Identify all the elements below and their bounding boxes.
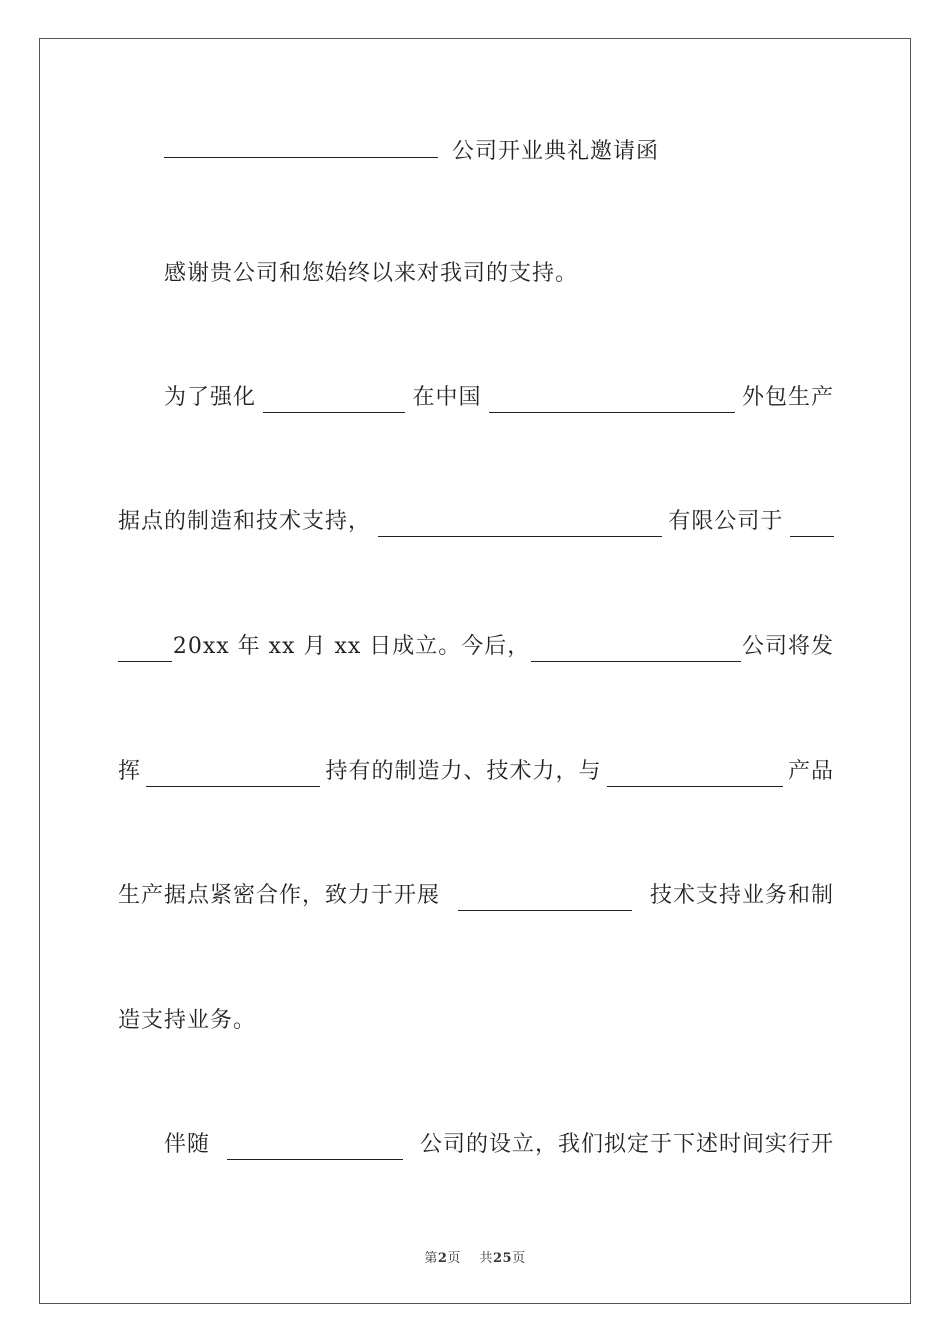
- document-title: [164, 135, 880, 167]
- page-border: [39, 38, 911, 1304]
- page-footer: [0, 1247, 950, 1266]
- paragraph-line: [164, 383, 834, 413]
- page-label: 第: [424, 1251, 438, 1266]
- fill-blank: [227, 1137, 403, 1160]
- paragraph-line: [118, 757, 834, 787]
- total-pages: 25: [493, 1251, 513, 1266]
- fill-blank: [263, 390, 405, 413]
- title-text: 公司开业典礼邀请函: [452, 139, 660, 164]
- fill-blank: [458, 888, 632, 911]
- fill-blank: [607, 764, 783, 787]
- paragraph-line: [118, 1006, 834, 1036]
- text-segment: 挥: [118, 759, 142, 784]
- page-unit: 页: [447, 1251, 461, 1266]
- text-segment: 伴随: [164, 1132, 211, 1157]
- text-segment: 技术支持业务和制: [649, 883, 834, 908]
- text-segment: 生产据点紧密合作，致力于开展: [118, 883, 441, 908]
- fill-blank: [790, 514, 834, 537]
- fill-blank: [378, 514, 662, 537]
- text-segment: 有限公司于: [668, 509, 784, 534]
- fill-blank: [118, 639, 172, 662]
- page-number: 2: [437, 1251, 448, 1266]
- text-segment: 为了强化: [164, 385, 257, 410]
- text-segment: 产品: [787, 759, 834, 784]
- text-segment: 在中国: [412, 385, 482, 410]
- paragraph-thanks: [164, 259, 880, 289]
- fill-blank: [489, 390, 735, 413]
- text-segment: 外包生产: [741, 385, 834, 410]
- total-unit: 页: [512, 1251, 526, 1266]
- paragraph-line: [118, 632, 834, 662]
- total-label: 共: [479, 1251, 493, 1266]
- text-segment: 20xx 年 xx 月 xx 日成立。今后，: [172, 634, 531, 659]
- paragraph-line: [118, 507, 834, 537]
- title-blank: [164, 135, 438, 158]
- text-segment: 公司将发: [741, 634, 834, 659]
- paragraph-line: [118, 881, 834, 911]
- paragraph-line: [164, 1130, 834, 1160]
- text-segment: 公司的设立，我们拟定于下述时间实行开: [419, 1132, 834, 1157]
- fill-blank: [531, 639, 741, 662]
- paragraph-text: 感谢贵公司和您始终以来对我司的支持。: [164, 261, 579, 286]
- text-segment: 据点的制造和技术支持，: [118, 509, 372, 534]
- fill-blank: [146, 764, 320, 787]
- text-segment: 造支持业务。: [118, 1008, 257, 1033]
- text-segment: 持有的制造力、技术力，与: [325, 759, 602, 784]
